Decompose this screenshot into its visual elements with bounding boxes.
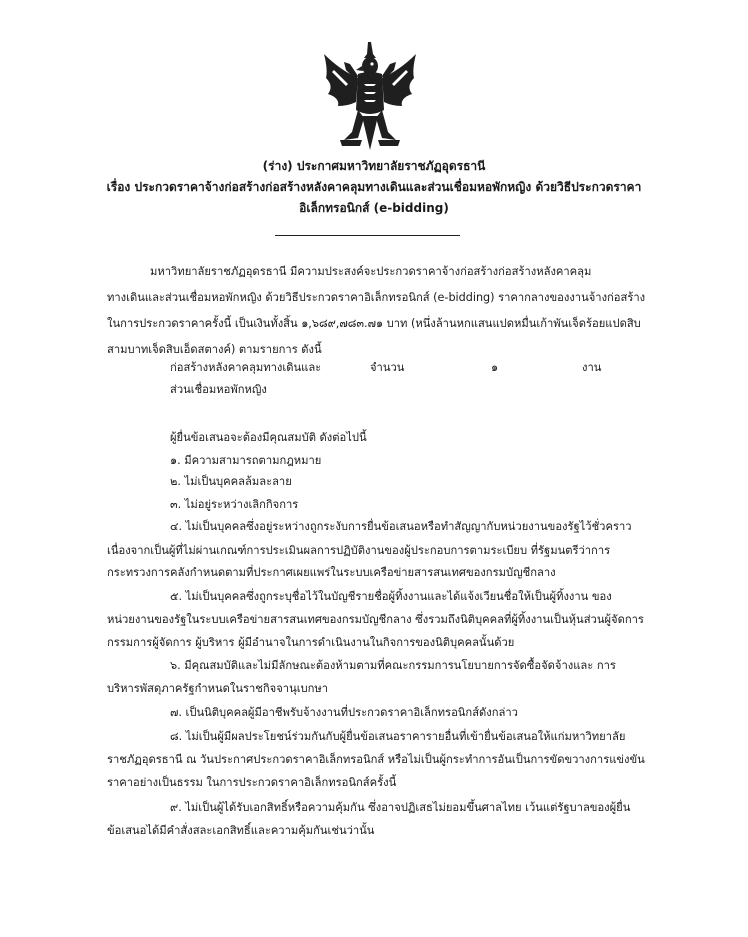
qualification-line: ข้อเสนอได้มีคำสั่งสละเอกสิทธิ์และความคุ้มกันเช่นว่านั้น <box>107 824 375 837</box>
item-qty-label: จำนวน <box>370 361 405 374</box>
qualification-line: หน่วยงานของรัฐในระบบเครือข่ายสารสนเทศของกรมบัญชีกลาง ซึ่งรวมถึงนิติบุคคลที่ผู้ทิ้งงานเป็นหุ้นส่วนผู้จัดการ <box>107 613 644 626</box>
qualification-line: ๖. มีคุณสมบัติและไม่มีลักษณะต้องห้ามตามที่คณะกรรมการนโยบายการจัดซื้อจัดจ้างและ การ <box>170 659 616 672</box>
qualification-line: ราคาอย่างเป็นธรรม ในการประกวดราคาอิเล็กทรอนิกส์ครั้งนี้ <box>107 776 397 789</box>
intro-line: ในการประกวดราคาครั้งนี้ เป็นเงินทั้งสิ้น ๑,๖๘๙,๗๘๓.๗๑ บาท (หนึ่งล้านหกแสนแปดหมื่นเก้าพันเจ็ดร้อยแปดสิบ <box>107 317 641 330</box>
qualification-line: ๘. ไม่เป็นผู้มีผลประโยชน์ร่วมกันกับผู้ยื่นข้อเสนอราคารายอื่นที่เข้ายื่นข้อเสนอให้แก่มหาวิทยาลัย <box>170 730 626 743</box>
qualification-line: บริหารพัสดุภาครัฐกำหนดในราชกิจจานุเบกษา <box>107 682 329 695</box>
qualification-line: ๑. มีความสามารถตามกฎหมาย <box>170 454 322 467</box>
announcement-subject-cont: อิเล็กทรอนิกส์ (e-bidding) <box>299 201 449 215</box>
qualification-line: กระทรวงการคลังกำหนดตามที่ประกาศเผยแพร่ในระบบเครือข่ายสารสนเทศของกรมบัญชีกลาง <box>107 566 556 579</box>
qualification-line: ราชภัฏอุดรธานี ณ วันประกาศประกวดราคาอิเล็กทรอนิกส์ หรือไม่เป็นผู้กระทำการอันเป็นการขัดขวางการแข่งขัน <box>107 753 645 766</box>
intro-line: มหาวิทยาลัยราชภัฏอุดรธานี มีความประสงค์จะประกวดราคาจ้างก่อสร้างก่อสร้างหลังคาคลุม <box>150 265 592 278</box>
qualification-line: ๕. ไม่เป็นบุคคลซึ่งถูกระบุชื่อไว้ในบัญชีรายชื่อผู้ทิ้งงานและได้แจ้งเวียนชื่อให้เป็นผู้ทิ้งงาน ของ <box>170 590 612 603</box>
item-unit: งาน <box>582 361 602 374</box>
garuda-emblem-icon <box>318 40 422 155</box>
item-name-cont: ส่วนเชื่อมหอพักหญิง <box>170 383 267 396</box>
item-name: ก่อสร้างหลังคาคลุมทางเดินและ <box>170 361 322 374</box>
announcement-title: (ร่าง) ประกาศมหาวิทยาลัยราชภัฏอุดรธานี <box>262 159 486 173</box>
qualification-line: ๗. เป็นนิติบุคคลผู้มีอาชีพรับจ้างงานที่ประกวดราคาอิเล็กทรอนิกส์ดังกล่าว <box>170 706 518 719</box>
qualification-line: กรรมการผู้จัดการ ผู้บริหาร ผู้มีอำนาจในการดำเนินงานในกิจการของนิติบุคคลนั้นด้วย <box>107 636 515 649</box>
announcement-subject: เรื่อง ประกวดราคาจ้างก่อสร้างก่อสร้างหลังคาคลุมทางเดินและส่วนเชื่อมหอพักหญิง ด้วยวิธีประกวดราคา <box>106 180 642 194</box>
qualification-line: เนื่องจากเป็นผู้ที่ไม่ผ่านเกณฑ์การประเมินผลการปฏิบัติงานของผู้ประกอบการตามระเบียบ ที่รัฐมนตรีว่าการ <box>107 544 611 557</box>
qualification-line: ๓. ไม่อยู่ระหว่างเลิกกิจการ <box>170 498 299 511</box>
intro-line: สามบาทเจ็ดสิบเอ็ดสตางค์) ตามรายการ ดังนี้ <box>107 343 322 356</box>
qualification-line: ๙. ไม่เป็นผู้ได้รับเอกสิทธิ์หรือความคุ้มกัน ซึ่งอาจปฏิเสธไม่ยอมขึ้นศาลไทย เว้นแต่รัฐบาลของผู้ยื่น <box>170 801 631 814</box>
intro-line: ทางเดินและส่วนเชื่อมหอพักหญิง ด้วยวิธีประกวดราคาอิเล็กทรอนิกส์ (e-bidding) ราคากลางของงานจ้างก่อสร้าง <box>107 291 646 304</box>
qualifications-heading: ผู้ยื่นข้อเสนอจะต้องมีคุณสมบัติ ดังต่อไปนี้ <box>170 431 367 444</box>
qualification-line: ๒. ไม่เป็นบุคคลล้มละลาย <box>170 475 292 488</box>
divider-line <box>275 235 460 236</box>
item-qty-value: ๑ <box>491 361 499 374</box>
qualification-line: ๔. ไม่เป็นบุคคลซึ่งอยู่ระหว่างถูกระงับการยื่นข้อเสนอหรือทำสัญญากับหน่วยงานของรัฐไว้ชั่วคราว <box>170 520 632 533</box>
